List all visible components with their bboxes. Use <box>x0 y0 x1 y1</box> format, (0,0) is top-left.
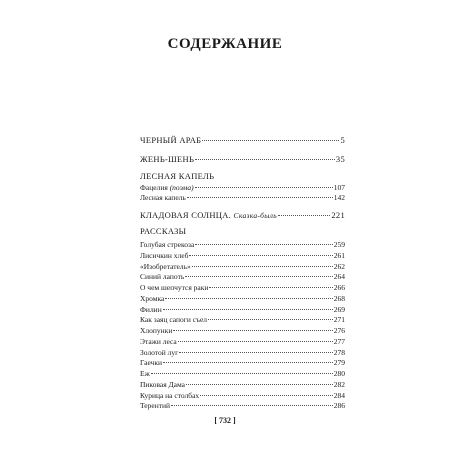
toc-page-number: 261 <box>333 250 345 260</box>
toc-page-number: 286 <box>333 401 345 411</box>
section-heading-rasskazy: РАССКАЗЫ <box>140 226 187 236</box>
dot-leader <box>208 311 333 320</box>
toc-entry-label: ЖЕНЬ-ШЕНЬ <box>140 154 195 164</box>
toc-page-number: 278 <box>333 347 345 357</box>
dot-leader <box>173 322 332 331</box>
toc-page-number: 280 <box>333 369 345 378</box>
toc-entry-label: Синий лапоть <box>140 272 185 282</box>
toc-entry-lesnaya-kapel <box>140 191 345 204</box>
toc-entry-note: (поэма) <box>169 183 194 192</box>
toc-entry-label: ЧЕРНЫЙ АРАБ <box>140 135 202 145</box>
toc-entry-label: Золотой луг <box>140 347 179 357</box>
toc-entry-cherny-arab <box>140 134 345 146</box>
toc-page-number: 268 <box>333 293 345 303</box>
toc-page-number: 282 <box>333 379 345 389</box>
section-heading-lesnaya-kapel: ЛЕСНАЯ КАПЕЛЬ <box>140 171 215 181</box>
toc-entry-zhen-shen <box>140 153 345 165</box>
dot-leader <box>192 258 333 267</box>
toc-entry-label: Лесная капель <box>140 193 186 202</box>
dot-leader <box>186 376 333 385</box>
toc-entry-label: КЛАДОВАЯ СОЛНЦА. Сказка-быль <box>140 210 277 220</box>
page-title: СОДЕРЖАНИЕ <box>167 36 283 52</box>
dot-leader <box>187 189 333 198</box>
dot-leader <box>163 301 333 310</box>
dot-leader <box>179 344 333 353</box>
dot-leader <box>165 290 332 299</box>
dot-leader <box>209 279 332 288</box>
toc-entry-label: Как заяц сапоги съел <box>140 315 208 325</box>
dot-leader <box>163 354 333 363</box>
toc-entry-label: О чем шепчутся раки <box>140 283 209 292</box>
toc-page-number: 271 <box>333 315 345 325</box>
toc-page-number: 221 <box>331 210 345 220</box>
dot-leader <box>200 387 333 396</box>
toc-entry-label: Голубая стрекоза <box>140 240 195 249</box>
toc-page-number: 5 <box>340 135 345 145</box>
dot-leader <box>178 333 333 342</box>
toc-entry-label: Гаечки <box>140 358 163 368</box>
toc-entry-label: Терентий <box>140 401 171 411</box>
toc-entry-label: Этажи леса <box>140 336 177 346</box>
toc-entry-kladovaya-solnca <box>140 209 345 222</box>
dot-leader <box>195 236 332 245</box>
dot-leader <box>151 365 333 374</box>
toc-page-number: 269 <box>333 304 345 314</box>
page-number: [ 732 ] <box>214 416 236 425</box>
toc-entry-note: Сказка-быль <box>233 211 277 220</box>
toc-entry-label: Фацелия (поэма) <box>140 183 194 192</box>
dot-leader <box>189 247 332 256</box>
toc-page-number: 284 <box>333 390 345 400</box>
dot-leader <box>171 397 333 406</box>
toc-page-number: 276 <box>333 326 345 335</box>
dot-leader <box>195 179 333 188</box>
dot-leader <box>185 268 332 277</box>
toc-entry-label: Еж <box>140 369 150 378</box>
toc-page-number: 266 <box>333 283 345 292</box>
toc-entry-story <box>140 399 345 412</box>
dot-leader <box>195 151 335 160</box>
toc-page-number: 35 <box>335 154 345 164</box>
toc-page-number: 142 <box>333 193 345 202</box>
dot-leader <box>278 207 330 216</box>
toc-entry-label: Курица на столбах <box>140 390 200 400</box>
toc-page-number: 279 <box>333 358 345 368</box>
toc-page-number: 264 <box>333 272 345 282</box>
toc-entry-label: «Изобретатель» <box>140 261 191 271</box>
toc-page-number: 107 <box>333 183 345 192</box>
toc-entry-label: Филин <box>140 304 162 314</box>
toc-entry-label: Хлопунки <box>140 326 173 335</box>
toc-page-number: 277 <box>333 336 345 346</box>
toc-page-number: 259 <box>333 240 345 249</box>
toc-page-number: 262 <box>333 261 345 271</box>
toc-entry-label: Лисичкин хлеб <box>140 250 189 260</box>
toc-entry-label: Пиковая Дама <box>140 379 186 389</box>
toc-entry-label: Хромка <box>140 293 165 303</box>
dot-leader <box>202 132 339 141</box>
